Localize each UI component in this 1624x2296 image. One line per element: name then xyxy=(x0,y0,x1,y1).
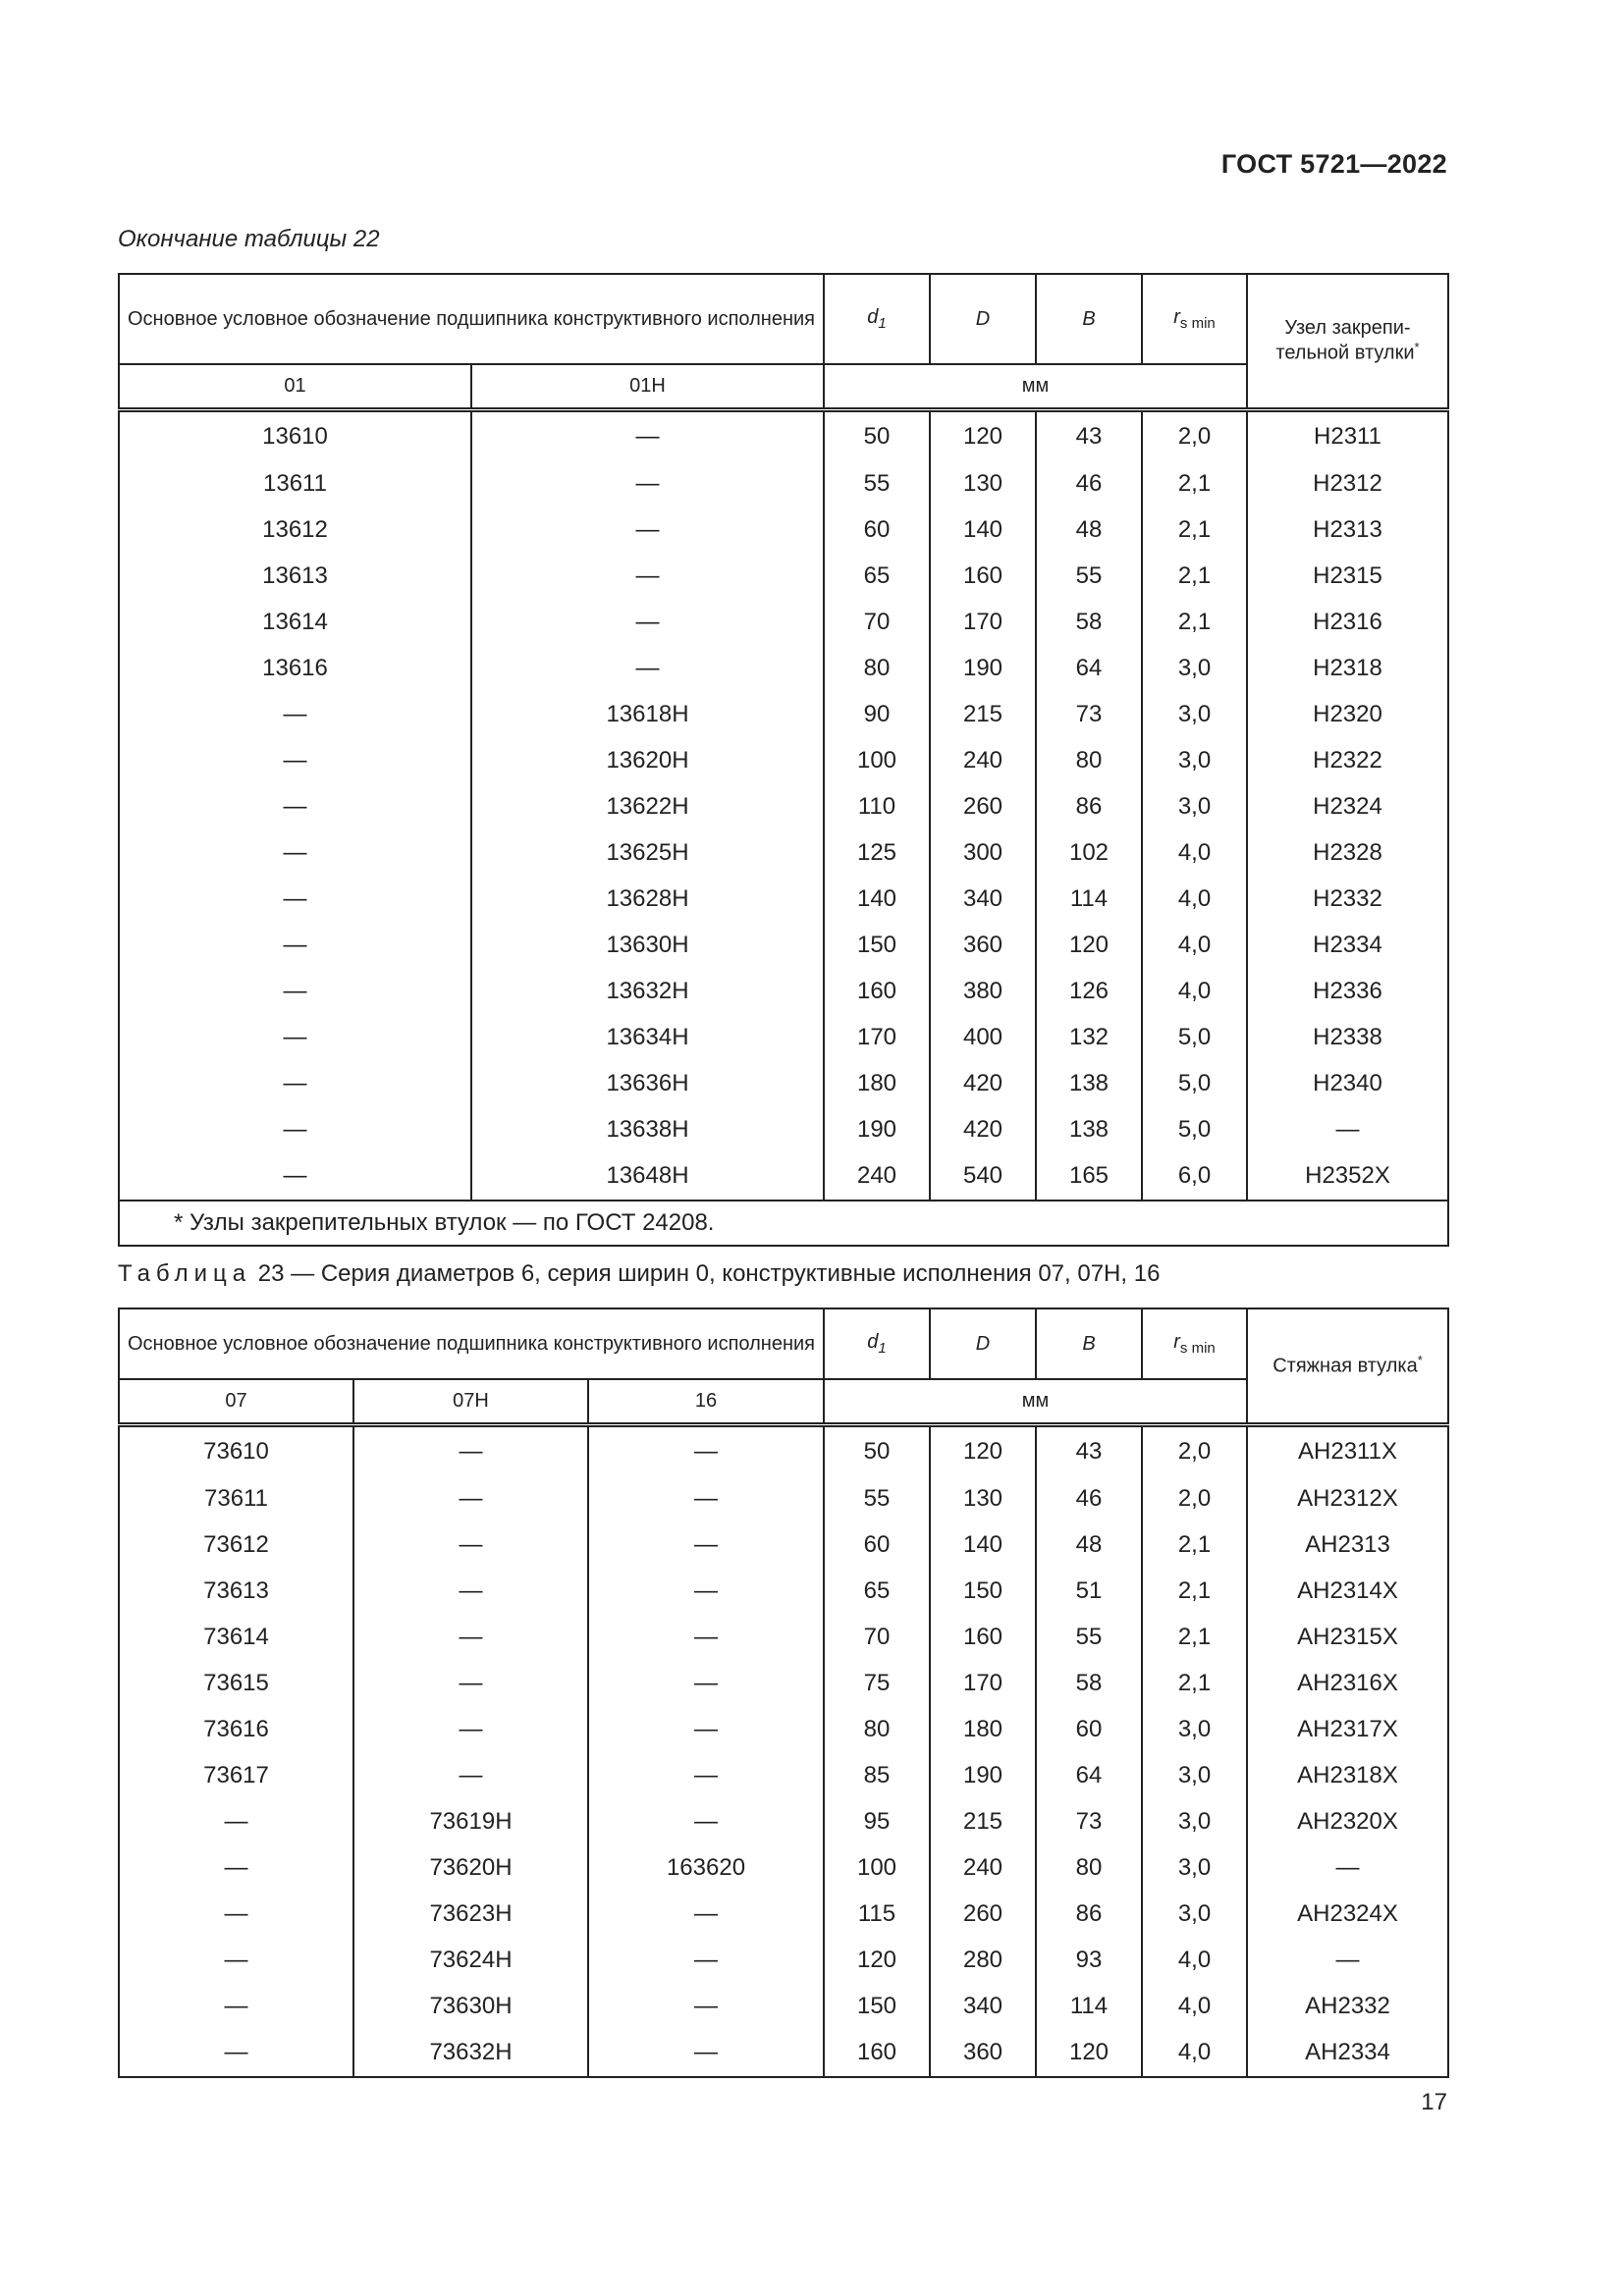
table-cell: 120 xyxy=(1036,2030,1142,2077)
table-row xyxy=(119,1845,1448,1892)
table-cell: H2324 xyxy=(1247,784,1448,830)
table-cell: AH2315X xyxy=(1247,1615,1448,1661)
table-cell: AH2312X xyxy=(1247,1476,1448,1522)
table-cell: 120 xyxy=(930,409,1036,461)
table-cell: 140 xyxy=(824,877,930,923)
d1-header: $d_1$ xyxy=(824,274,930,364)
table-cell: 240 xyxy=(930,1845,1036,1892)
table-cell: — xyxy=(588,1522,824,1569)
designation-header: Основное условное обозначение подшипника конструктивного исполнения xyxy=(119,274,824,364)
table-cell: 120 xyxy=(1036,923,1142,969)
table-cell: 130 xyxy=(930,1476,1036,1522)
table-row xyxy=(119,1569,1448,1615)
table-cell: H2352X xyxy=(1247,1153,1448,1201)
table-cell: 140 xyxy=(930,507,1036,554)
table-cell: 4,0 xyxy=(1142,923,1247,969)
table-cell: 50 xyxy=(824,1424,930,1476)
table-cell: — xyxy=(119,1061,471,1107)
table-cell: 60 xyxy=(1036,1707,1142,1753)
table-cell: 2,1 xyxy=(1142,461,1247,507)
table-row xyxy=(119,461,1448,507)
table-cell: 170 xyxy=(930,1661,1036,1707)
table-cell: 125 xyxy=(824,830,930,877)
width-header: B xyxy=(1036,1308,1142,1379)
table-cell: AH2334 xyxy=(1247,2030,1448,2077)
unit-header: мм xyxy=(824,1379,1247,1424)
table-cell: 3,0 xyxy=(1142,738,1247,784)
table-cell: 150 xyxy=(930,1569,1036,1615)
table-cell: 100 xyxy=(824,1845,930,1892)
table-cell: — xyxy=(119,1015,471,1061)
table-cell: — xyxy=(588,1753,824,1799)
table-cell: 73 xyxy=(1036,692,1142,738)
table-cell: — xyxy=(119,923,471,969)
table-cell: 110 xyxy=(824,784,930,830)
width-header: B xyxy=(1036,274,1142,364)
table-cell: 73612 xyxy=(119,1522,353,1569)
table-cell: 13630H xyxy=(471,923,824,969)
table-cell: 215 xyxy=(930,692,1036,738)
table-cell: 85 xyxy=(824,1753,930,1799)
table-cell: H2311 xyxy=(1247,409,1448,461)
table-cell: H2340 xyxy=(1247,1061,1448,1107)
table-cell: 55 xyxy=(824,1476,930,1522)
table-cell: — xyxy=(119,1984,353,2030)
col-01-header: 01 xyxy=(119,364,471,409)
designation-header: Основное условное обозначение подшипника конструктивного исполнения xyxy=(119,1308,824,1379)
table-cell: — xyxy=(119,1938,353,1984)
table-row xyxy=(119,1015,1448,1061)
table-cell: — xyxy=(471,507,824,554)
table-row xyxy=(119,1799,1448,1845)
table-cell: 5,0 xyxy=(1142,1107,1247,1153)
chamfer-header: $r_{s min}$ xyxy=(1142,1308,1247,1379)
table-cell: 150 xyxy=(824,1984,930,2030)
outer-diameter-header: D xyxy=(930,274,1036,364)
table-23-body xyxy=(119,1424,1448,2077)
table-cell: — xyxy=(119,738,471,784)
table-cell: AH2317X xyxy=(1247,1707,1448,1753)
table-cell: 120 xyxy=(824,1938,930,1984)
table-cell: H2315 xyxy=(1247,554,1448,600)
table-cell: 5,0 xyxy=(1142,1015,1247,1061)
table-cell: — xyxy=(1247,1938,1448,1984)
table-cell: 300 xyxy=(930,830,1036,877)
table-cell: AH2313 xyxy=(1247,1522,1448,1569)
unit-header: мм xyxy=(824,364,1247,409)
table-cell: 13614 xyxy=(119,600,471,646)
table-cell: 70 xyxy=(824,1615,930,1661)
table-cell: — xyxy=(588,1984,824,2030)
table-cell: 73632H xyxy=(353,2030,588,2077)
table-cell: — xyxy=(471,646,824,692)
table-cell: 13613 xyxy=(119,554,471,600)
table-cell: 114 xyxy=(1036,877,1142,923)
table-cell: 160 xyxy=(930,554,1036,600)
table-cell: — xyxy=(119,830,471,877)
table-cell: H2322 xyxy=(1247,738,1448,784)
table-cell: 170 xyxy=(930,600,1036,646)
table-cell: 2,1 xyxy=(1142,554,1247,600)
sleeve-header: Стяжная втулка* xyxy=(1247,1308,1448,1424)
table-cell: 240 xyxy=(930,738,1036,784)
table-cell: 180 xyxy=(930,1707,1036,1753)
table-cell: H2338 xyxy=(1247,1015,1448,1061)
table-cell: 160 xyxy=(930,1615,1036,1661)
table-cell: 2,1 xyxy=(1142,1569,1247,1615)
table-cell: H2334 xyxy=(1247,923,1448,969)
table-cell: — xyxy=(353,1753,588,1799)
standard-number: ГОСТ 5721—2022 xyxy=(1220,149,1447,179)
table-cell: 360 xyxy=(930,2030,1036,2077)
table-row xyxy=(119,923,1448,969)
table-cell: — xyxy=(1247,1107,1448,1153)
table-cell: — xyxy=(471,461,824,507)
table-cell: 102 xyxy=(1036,830,1142,877)
table-cell: — xyxy=(588,1615,824,1661)
table-row xyxy=(119,600,1448,646)
table-row xyxy=(119,969,1448,1015)
table-cell: — xyxy=(588,1799,824,1845)
table-22 xyxy=(118,273,1449,1247)
table-cell: 6,0 xyxy=(1142,1153,1247,1201)
table-cell: 138 xyxy=(1036,1107,1142,1153)
table-22-caption: Окончание таблицы 22 xyxy=(118,226,380,252)
table-cell: — xyxy=(588,2030,824,2077)
table-cell: 65 xyxy=(824,1569,930,1615)
table-row xyxy=(119,1984,1448,2030)
table-cell: 163620 xyxy=(588,1845,824,1892)
table-row xyxy=(119,1892,1448,1938)
table-row xyxy=(119,507,1448,554)
table-cell: 2,1 xyxy=(1142,507,1247,554)
table-row xyxy=(119,554,1448,600)
table-cell: 165 xyxy=(1036,1153,1142,1201)
table-cell: 64 xyxy=(1036,646,1142,692)
chamfer-header: $r_{s min}$ xyxy=(1142,274,1247,364)
table-cell: — xyxy=(353,1707,588,1753)
table-cell: 90 xyxy=(824,692,930,738)
table-cell: 400 xyxy=(930,1015,1036,1061)
table-cell: H2313 xyxy=(1247,507,1448,554)
table-cell: 4,0 xyxy=(1142,1938,1247,1984)
table-row xyxy=(119,738,1448,784)
table-cell: 80 xyxy=(1036,1845,1142,1892)
table-cell: 190 xyxy=(930,646,1036,692)
table-row xyxy=(119,1107,1448,1153)
table-cell: 95 xyxy=(824,1799,930,1845)
table-cell: 340 xyxy=(930,1984,1036,2030)
table-cell: — xyxy=(588,1707,824,1753)
table-cell: 13625H xyxy=(471,830,824,877)
table-23-caption xyxy=(118,1260,1160,1288)
table-cell: 73615 xyxy=(119,1661,353,1707)
table-cell: AH2324X xyxy=(1247,1892,1448,1938)
table-cell: 115 xyxy=(824,1892,930,1938)
table-cell: 13620H xyxy=(471,738,824,784)
table-cell: 4,0 xyxy=(1142,830,1247,877)
table-cell: 93 xyxy=(1036,1938,1142,1984)
table-cell: 60 xyxy=(824,1522,930,1569)
table-23 xyxy=(118,1308,1449,2078)
table-cell: 73624H xyxy=(353,1938,588,1984)
table-row xyxy=(119,1424,1448,1476)
col-07h-header: 07H xyxy=(353,1379,588,1424)
table-cell: 70 xyxy=(824,600,930,646)
table-cell: — xyxy=(119,784,471,830)
table-cell: 51 xyxy=(1036,1569,1142,1615)
table-cell: 13628H xyxy=(471,877,824,923)
table-cell: 2,1 xyxy=(1142,1522,1247,1569)
table-cell: 2,1 xyxy=(1142,600,1247,646)
table-cell: 5,0 xyxy=(1142,1061,1247,1107)
table-cell: 138 xyxy=(1036,1061,1142,1107)
table-cell: 73619H xyxy=(353,1799,588,1845)
table-cell: 3,0 xyxy=(1142,1799,1247,1845)
table-cell: 4,0 xyxy=(1142,877,1247,923)
table-cell: H2332 xyxy=(1247,877,1448,923)
table-cell: H2336 xyxy=(1247,969,1448,1015)
table-cell: — xyxy=(119,692,471,738)
table-cell: 65 xyxy=(824,554,930,600)
table-cell: 43 xyxy=(1036,409,1142,461)
table-cell: — xyxy=(588,1569,824,1615)
table-cell: 73613 xyxy=(119,1569,353,1615)
table-cell: 360 xyxy=(930,923,1036,969)
table-cell: 43 xyxy=(1036,1424,1142,1476)
table-cell: 3,0 xyxy=(1142,1845,1247,1892)
table-cell: — xyxy=(119,1107,471,1153)
table-cell: — xyxy=(353,1615,588,1661)
table-cell: 420 xyxy=(930,1107,1036,1153)
table-cell: — xyxy=(119,969,471,1015)
table-cell: 55 xyxy=(824,461,930,507)
col-01h-header: 01H xyxy=(471,364,824,409)
table-cell: 340 xyxy=(930,877,1036,923)
table-cell: — xyxy=(1247,1845,1448,1892)
table-cell: 114 xyxy=(1036,1984,1142,2030)
table-22-footnote: * Узлы закрепительных втулок — по ГОСТ 24208. xyxy=(119,1201,1448,1246)
table-row xyxy=(119,1615,1448,1661)
table-cell: 4,0 xyxy=(1142,969,1247,1015)
col-07-header: 07 xyxy=(119,1379,353,1424)
table-row xyxy=(119,830,1448,877)
table-row xyxy=(119,409,1448,461)
table-cell: 80 xyxy=(824,1707,930,1753)
table-cell: 260 xyxy=(930,784,1036,830)
table-cell: 3,0 xyxy=(1142,1707,1247,1753)
table-cell: 2,0 xyxy=(1142,1424,1247,1476)
table-cell: 50 xyxy=(824,409,930,461)
table-cell: — xyxy=(353,1476,588,1522)
table-cell: 2,0 xyxy=(1142,409,1247,461)
sleeve-header: Узел закрепи-тельной втулки* xyxy=(1247,274,1448,409)
table-row xyxy=(119,1707,1448,1753)
table-cell: 73610 xyxy=(119,1424,353,1476)
table-cell: 160 xyxy=(824,2030,930,2077)
table-cell: — xyxy=(588,1424,824,1476)
table-cell: 280 xyxy=(930,1938,1036,1984)
table-cell: — xyxy=(119,1845,353,1892)
table-row xyxy=(119,2030,1448,2077)
table-23-caption-word: Таблица xyxy=(118,1260,252,1287)
table-cell: 260 xyxy=(930,1892,1036,1938)
table-cell: — xyxy=(353,1569,588,1615)
table-cell: 4,0 xyxy=(1142,1984,1247,2030)
table-cell: — xyxy=(353,1424,588,1476)
table-cell: 13634H xyxy=(471,1015,824,1061)
table-cell: 86 xyxy=(1036,1892,1142,1938)
table-cell: 100 xyxy=(824,738,930,784)
table-cell: — xyxy=(119,1153,471,1201)
table-cell: 13610 xyxy=(119,409,471,461)
table-cell: AH2318X xyxy=(1247,1753,1448,1799)
table-cell: 60 xyxy=(824,507,930,554)
page-number: 17 xyxy=(1421,2089,1447,2115)
table-cell: H2320 xyxy=(1247,692,1448,738)
table-cell: 64 xyxy=(1036,1753,1142,1799)
table-cell: — xyxy=(588,1476,824,1522)
table-cell: 140 xyxy=(930,1522,1036,1569)
table-cell: 420 xyxy=(930,1061,1036,1107)
table-cell: 130 xyxy=(930,461,1036,507)
table-cell: 180 xyxy=(824,1061,930,1107)
d1-header: $d_1$ xyxy=(824,1308,930,1379)
table-row xyxy=(119,646,1448,692)
table-cell: 126 xyxy=(1036,969,1142,1015)
table-cell: 73630H xyxy=(353,1984,588,2030)
table-cell: H2312 xyxy=(1247,461,1448,507)
table-cell: AH2311X xyxy=(1247,1424,1448,1476)
table-cell: 73616 xyxy=(119,1707,353,1753)
table-cell: AH2332 xyxy=(1247,1984,1448,2030)
table-cell: 3,0 xyxy=(1142,646,1247,692)
table-cell: 3,0 xyxy=(1142,692,1247,738)
table-cell: 58 xyxy=(1036,1661,1142,1707)
table-cell: 58 xyxy=(1036,600,1142,646)
table-row xyxy=(119,877,1448,923)
table-cell: 2,1 xyxy=(1142,1615,1247,1661)
table-cell: — xyxy=(353,1522,588,1569)
table-cell: — xyxy=(471,600,824,646)
table-cell: — xyxy=(588,1938,824,1984)
table-cell: 13648H xyxy=(471,1153,824,1201)
table-cell: 80 xyxy=(824,646,930,692)
table-cell: — xyxy=(471,409,824,461)
table-cell: 170 xyxy=(824,1015,930,1061)
table-cell: 73614 xyxy=(119,1615,353,1661)
table-row xyxy=(119,1753,1448,1799)
table-cell: 73617 xyxy=(119,1753,353,1799)
table-row xyxy=(119,1476,1448,1522)
table-cell: 13611 xyxy=(119,461,471,507)
table-cell: 55 xyxy=(1036,554,1142,600)
table-row xyxy=(119,692,1448,738)
table-cell: H2328 xyxy=(1247,830,1448,877)
table-23-caption-text: 23 — Серия диаметров 6, серия ширин 0, конструктивные исполнения 07, 07H, 16 xyxy=(257,1260,1161,1287)
table-row xyxy=(119,1661,1448,1707)
table-cell: H2318 xyxy=(1247,646,1448,692)
table-cell: 190 xyxy=(930,1753,1036,1799)
table-cell: H2316 xyxy=(1247,600,1448,646)
table-cell: 540 xyxy=(930,1153,1036,1201)
table-cell: 3,0 xyxy=(1142,1753,1247,1799)
table-cell: 380 xyxy=(930,969,1036,1015)
table-cell: 13636H xyxy=(471,1061,824,1107)
table-cell: 46 xyxy=(1036,1476,1142,1522)
table-cell: 3,0 xyxy=(1142,784,1247,830)
col-16-header: 16 xyxy=(588,1379,824,1424)
table-cell: 73 xyxy=(1036,1799,1142,1845)
table-cell: — xyxy=(119,1892,353,1938)
table-cell: 73623H xyxy=(353,1892,588,1938)
table-row xyxy=(119,1938,1448,1984)
table-cell: 4,0 xyxy=(1142,2030,1247,2077)
table-cell: 55 xyxy=(1036,1615,1142,1661)
table-cell: 73620H xyxy=(353,1845,588,1892)
table-row xyxy=(119,1522,1448,1569)
table-22-body xyxy=(119,409,1448,1201)
table-cell: 86 xyxy=(1036,784,1142,830)
table-cell: 80 xyxy=(1036,738,1142,784)
table-cell: — xyxy=(119,877,471,923)
table-cell: 48 xyxy=(1036,507,1142,554)
table-cell: AH2314X xyxy=(1247,1569,1448,1615)
table-cell: 150 xyxy=(824,923,930,969)
table-cell: 46 xyxy=(1036,461,1142,507)
table-cell: 75 xyxy=(824,1661,930,1707)
table-cell: 13638H xyxy=(471,1107,824,1153)
table-row xyxy=(119,1153,1448,1201)
table-cell: 13618H xyxy=(471,692,824,738)
table-row xyxy=(119,784,1448,830)
table-cell: 215 xyxy=(930,1799,1036,1845)
table-cell: 48 xyxy=(1036,1522,1142,1569)
table-cell: 3,0 xyxy=(1142,1892,1247,1938)
table-cell: — xyxy=(119,1799,353,1845)
table-row xyxy=(119,1061,1448,1107)
table-cell: 2,0 xyxy=(1142,1476,1247,1522)
table-cell: 13622H xyxy=(471,784,824,830)
table-cell: 13612 xyxy=(119,507,471,554)
table-cell: 160 xyxy=(824,969,930,1015)
table-cell: 120 xyxy=(930,1424,1036,1476)
table-cell: 13632H xyxy=(471,969,824,1015)
table-cell: — xyxy=(353,1661,588,1707)
table-cell: — xyxy=(471,554,824,600)
table-cell: 132 xyxy=(1036,1015,1142,1061)
table-cell: — xyxy=(119,2030,353,2077)
table-cell: AH2320X xyxy=(1247,1799,1448,1845)
table-cell: 2,1 xyxy=(1142,1661,1247,1707)
table-cell: AH2316X xyxy=(1247,1661,1448,1707)
table-cell: — xyxy=(588,1892,824,1938)
table-cell: 240 xyxy=(824,1153,930,1201)
outer-diameter-header: D xyxy=(930,1308,1036,1379)
table-cell: 190 xyxy=(824,1107,930,1153)
table-cell: — xyxy=(588,1661,824,1707)
table-cell: 13616 xyxy=(119,646,471,692)
table-cell: 73611 xyxy=(119,1476,353,1522)
